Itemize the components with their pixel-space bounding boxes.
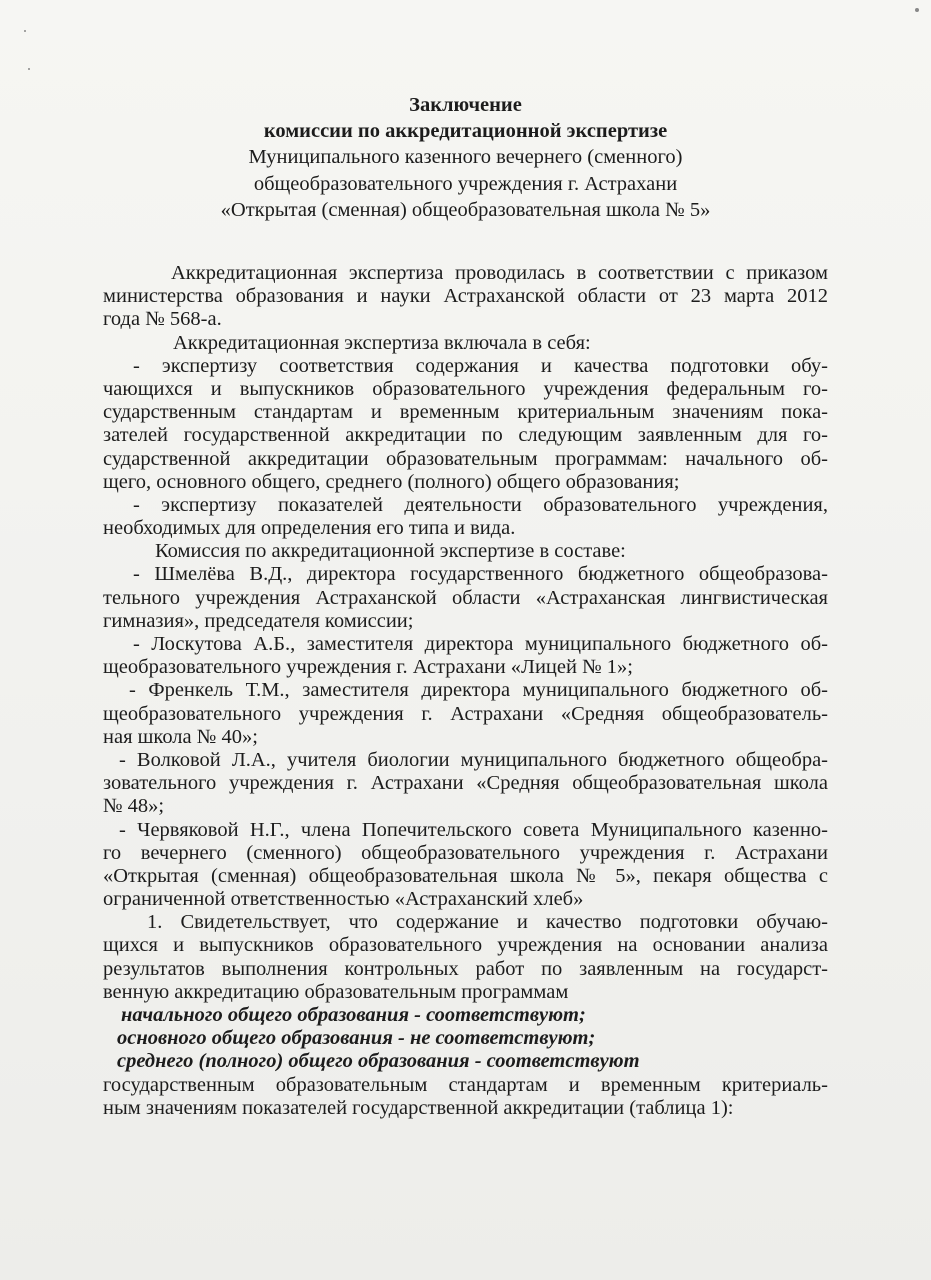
- paragraph-standards-reference: [103, 1074, 828, 1120]
- text-line: результатов выполнения контрольных работ по заявленным на государст-: [103, 957, 828, 980]
- result-secondary-education: среднего (полного) общего образования - соответствуют: [117, 1050, 640, 1073]
- text-line: министерства образования и науки Астраханской области от 23 марта 2012: [103, 285, 828, 308]
- text-line: - Шмелёва В.Д., директора государственного бюджетного общеобразова-: [133, 563, 828, 586]
- text-line: ным значениям показателей государственной аккредитации (таблица 1):: [103, 1096, 734, 1119]
- text-line: - Волковой Л.А., учителя биологии муниципального бюджетного общеобра-: [119, 748, 828, 771]
- text-line: Аккредитационная экспертиза включала в себя:: [173, 331, 591, 354]
- text-line: чающихся и выпускников образовательного учреждения федеральным го-: [103, 377, 828, 400]
- text-line: № 48»;: [103, 795, 165, 818]
- paragraph-order-reference: [103, 262, 828, 332]
- paragraph-scope-item-2: [103, 494, 828, 540]
- result-basic-education: основного общего образования - не соответствуют;: [117, 1027, 596, 1050]
- text-line: - Лоскутова А.Б., заместителя директора муниципального бюджетного об-: [133, 633, 828, 655]
- text-line: зовательного учреждения г. Астрахани «Средняя общеобразовательная школа: [103, 772, 828, 795]
- text-line: щеобразовательного учреждения г. Астрахани «Лицей № 1»;: [103, 656, 633, 679]
- text-line: зателей государственной аккредитации по следующим заявленным для го-: [103, 424, 828, 447]
- text-line: сударственной аккредитации образовательным программам: начального об-: [103, 447, 828, 470]
- organization-line-1: Муниципального казенного вечернего (сменного): [248, 146, 683, 168]
- text-line: - Френкель Т.М., заместителя директора муниципального бюджетного об-: [129, 679, 828, 702]
- finding-results-list: [103, 1004, 828, 1074]
- paragraph-finding-1: [103, 911, 828, 1004]
- text-line: года № 568-а.: [103, 308, 222, 331]
- paragraph-scope-item-1: [103, 355, 828, 494]
- text-line: Комиссия по аккредитационной экспертизе в составе:: [155, 540, 626, 563]
- text-line: 1. Свидетельствует, что содержание и качество подготовки обучаю-: [147, 911, 828, 934]
- text-line: - экспертизу показателей деятельности образовательного учреждения,: [133, 493, 828, 516]
- text-line: тельного учреждения Астраханской области «Астраханская лингвистическая: [103, 586, 828, 609]
- text-line: ограниченной ответственностью «Астраханский хлеб»: [103, 888, 584, 911]
- document-heading: [0, 92, 931, 224]
- text-line: - Червяковой Н.Г., члена Попечительского совета Муниципального казенно-: [119, 818, 828, 841]
- text-line: «Открытая (сменная) общеобразовательная школа № 5», пекаря общества с: [103, 864, 828, 887]
- commission-member-5: [103, 819, 828, 912]
- paragraph-commission-intro: [103, 540, 828, 563]
- commission-member-1: [103, 563, 828, 633]
- organization-line-2: общеобразовательного учреждения г. Астрахани: [253, 172, 678, 195]
- text-line: щего, основного общего, среднего (полного) общего образования;: [103, 470, 680, 493]
- document-body: [103, 262, 828, 1120]
- text-line: Аккредитационная экспертиза проводилась в соответствии с приказом: [171, 262, 828, 284]
- commission-member-3: [103, 679, 828, 749]
- commission-member-4: [103, 749, 828, 819]
- scan-speck: [915, 8, 919, 12]
- text-line: сударственным стандартам и временным критериальным значениям пока-: [103, 401, 828, 424]
- scan-speck: [28, 68, 30, 70]
- text-line: ная школа № 40»;: [103, 725, 258, 748]
- document-subtitle: комиссии по аккредитационной экспертизе: [263, 119, 668, 142]
- text-line: щихся и выпускников образовательного учреждения на основании анализа: [103, 934, 828, 957]
- text-line: гимназия», председателя комиссии;: [103, 609, 414, 632]
- organization-line-3: «Открытая (сменная) общеобразовательная школа № 5»: [220, 199, 711, 221]
- text-line: государственным образовательным стандартам и временным критериаль-: [103, 1073, 828, 1096]
- text-line: го вечернего (сменного) общеобразовательного учреждения г. Астрахани: [103, 841, 828, 864]
- text-line: щеобразовательного учреждения г. Астрахани «Средняя общеобразователь-: [103, 702, 828, 725]
- document-title: Заключение: [409, 94, 522, 116]
- paragraph-scope-intro: [103, 332, 828, 355]
- scan-speck: [24, 30, 26, 32]
- text-line: - экспертизу соответствия содержания и качества подготовки обу-: [133, 354, 828, 377]
- text-line: необходимых для определения его типа и вида.: [103, 517, 516, 540]
- result-primary-education: начального общего образования - соответствуют;: [121, 1004, 586, 1026]
- text-line: венную аккредитацию образовательным программам: [103, 980, 569, 1003]
- commission-member-2: [103, 633, 828, 679]
